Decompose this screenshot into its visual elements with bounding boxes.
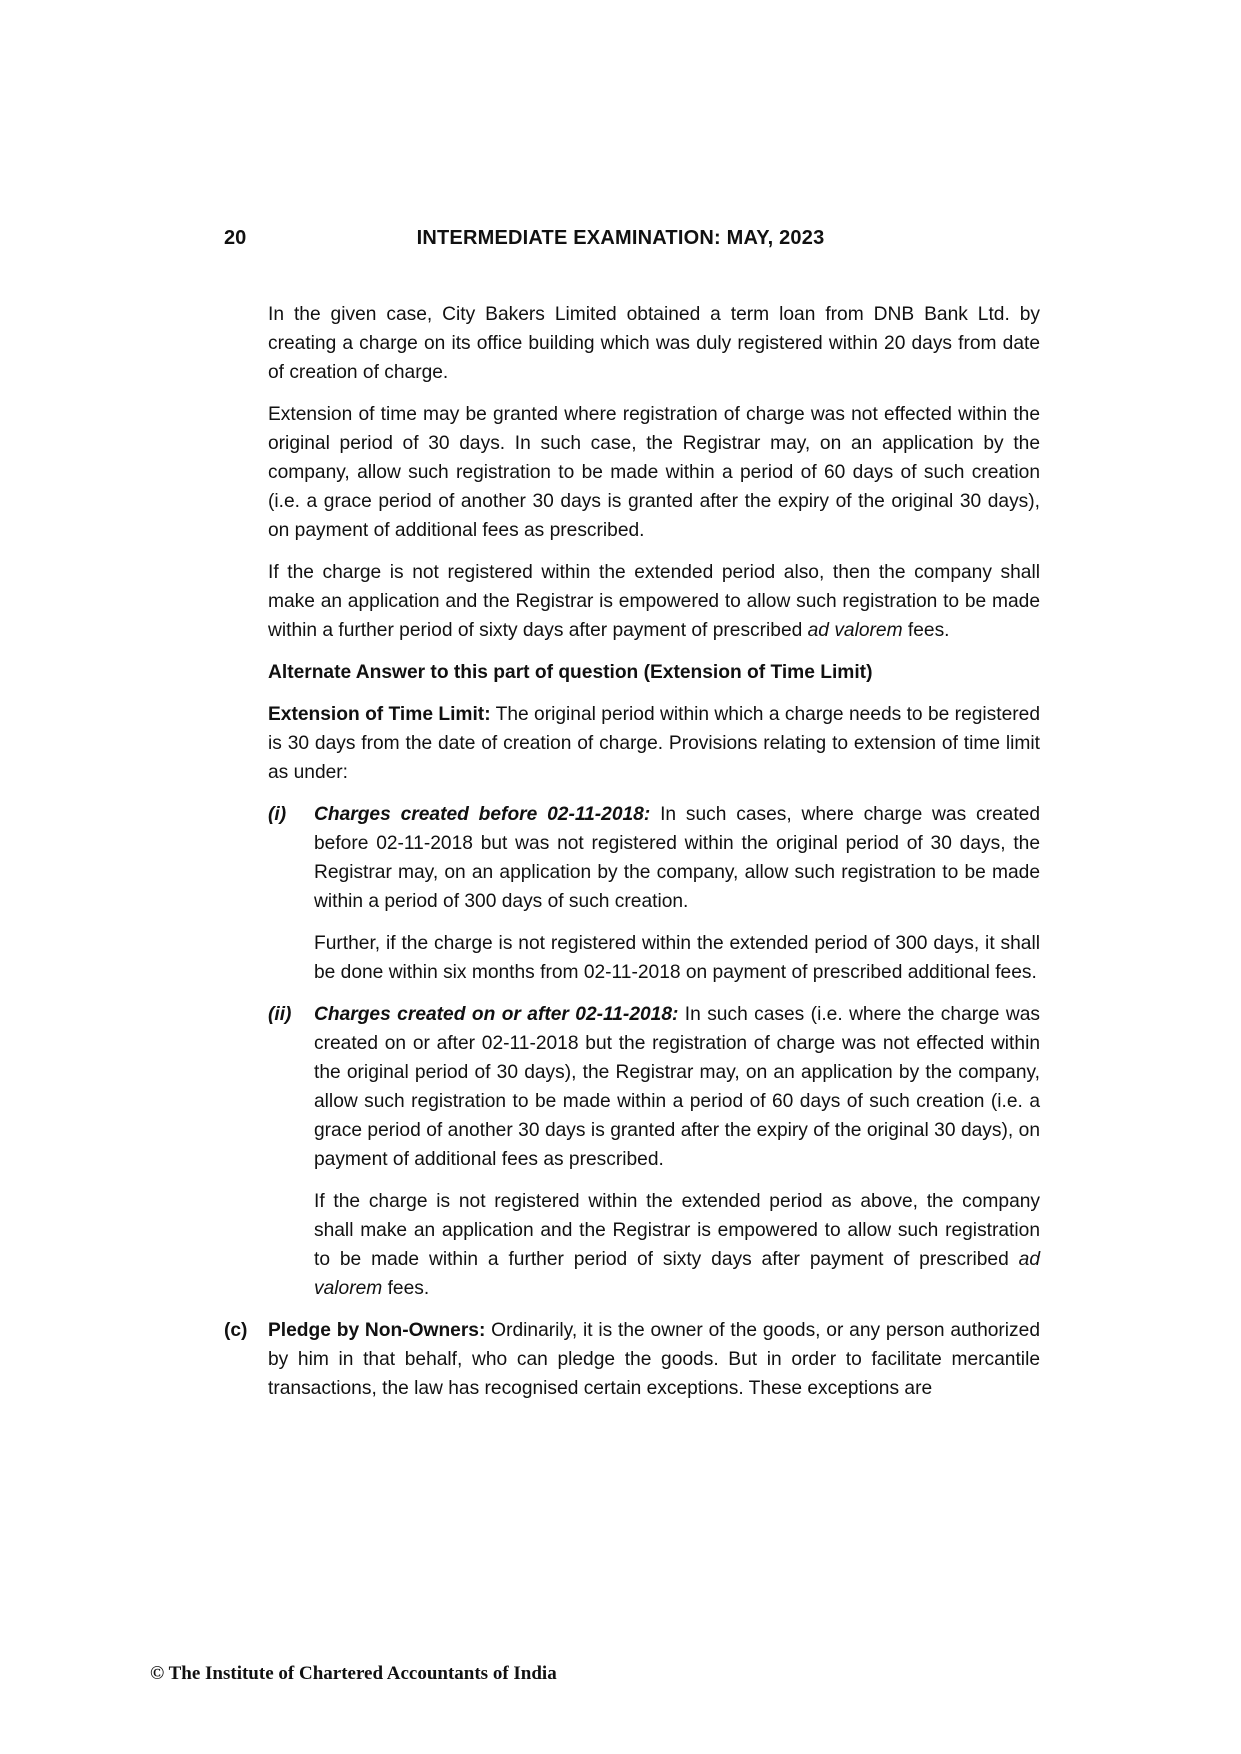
list-item-text: Further, if the charge is not registered within the extended period of 300 days, it shall be done within six months from 02-11-2018 on payment of prescribed additional fees. (314, 933, 1040, 983)
text: Ordinarily, it is the owner of the goods, or any person authorized by him in that behalf, who can pledge the goods. But in order to facilitate mercantile transactions, the law has recognised certain exceptions. These exceptions are (268, 1320, 1040, 1399)
list-item-title: Charges created before 02-11-2018: (314, 804, 651, 825)
document-body (224, 300, 1041, 1416)
list-marker: (i) (268, 804, 287, 825)
list-item-text (314, 1187, 1040, 1303)
paragraph-case-facts: In the given case, City Bakers Limited obtained a term loan from DNB Bank Ltd. by creating a charge on its office building which was duly registered within 20 days from date of creation of charge. (268, 304, 1040, 383)
text: The original period within which a charge needs to be registered is 30 days from the date of creation of charge. Provisions relating to extension of time limit as under: (268, 704, 1040, 783)
list-item-text (314, 1000, 1040, 1174)
paragraph-further-period (268, 558, 1040, 645)
italic-term: ad valorem (807, 620, 903, 641)
page-number: 20 (224, 227, 247, 249)
section-marker: (c) (224, 1320, 248, 1341)
text: In such cases (i.e. where the charge was created on or after 02-11-2018 but the registration of charge was not effected within the original period of 30 days), the Registrar may, on an application by the company, allow such registration to be made within a period of 60 days of such creation (i.e. a grace period of another 30 days is granted after the expiry of the original 30 days), on payment of additional fees as prescribed. (314, 1004, 1041, 1170)
text: fees. (382, 1278, 430, 1299)
italic-term: ad valorem (314, 1249, 1040, 1299)
paragraph-extension-time-limit (268, 700, 1040, 787)
list-item-i (268, 800, 1040, 987)
text: If the charge is not registered within the extended period as above, the company shall make an application and the Registrar is empowered to allow such registration to be made within a further period of sixty days after payment of prescribed (314, 1191, 1040, 1270)
bold-label: Pledge by Non-Owners: (268, 1320, 486, 1341)
paragraph-extension: Extension of time may be granted where registration of charge was not effected within the original period of 30 days. In such case, the Registrar may, on an application by the company, allow such registration to be made within a period of 60 days of such creation (i.e. a grace period of another 30 days is granted after the expiry of the original 30 days), on payment of additional fees as prescribed. (268, 404, 1040, 541)
alternate-answer-heading: Alternate Answer to this part of question (Extension of Time Limit) (268, 662, 873, 683)
running-header: INTERMEDIATE EXAMINATION: MAY, 2023 (416, 227, 825, 249)
list-item-title: Charges created on or after 02-11-2018: (314, 1004, 679, 1025)
copyright-footer: © The Institute of Chartered Accountants of India (150, 1663, 557, 1684)
section-text (268, 1316, 1040, 1403)
bold-label: Extension of Time Limit: (268, 704, 491, 725)
text: If the charge is not registered within the extended period also, then the company shall make an application and the Registrar is empowered to allow such registration to be made within a further period of sixty days after payment of prescribed (268, 562, 1040, 641)
section-c (224, 1316, 1040, 1403)
list-item-ii (268, 1000, 1040, 1303)
list-item-text (314, 800, 1040, 916)
text: In such cases, where charge was created before 02-11-2018 but was not registered within the original period of 30 days, the Registrar may, on an application by the company, allow such registration to be made within a period of 300 days of such creation. (314, 804, 1040, 912)
list-marker: (ii) (268, 1004, 292, 1025)
text: fees. (902, 620, 950, 641)
